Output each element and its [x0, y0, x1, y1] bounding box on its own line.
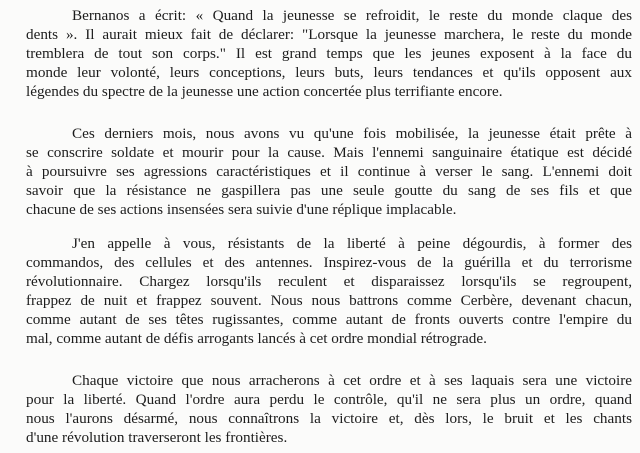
text-line: d'une révolution traverseront les frontières.	[26, 429, 288, 446]
text-line: se conscrire soldate et mourir pour la cause. Mais l'ennemi sanguinaire étatique est décidé	[26, 144, 632, 161]
text-line: monde leur volonté, leurs conceptions, leurs buts, leurs tendances et qu'ils opposent aux	[26, 64, 632, 81]
text-line: légendes du spectre de la jeunesse une action concertée plus terrifiante encore.	[26, 83, 503, 100]
text-line: Chaque victoire que nous arracherons à cet ordre et à ses laquais sera une victoire	[72, 372, 632, 389]
text-line: nous l'aurons désarmé, nous connaîtrons la victoire et, dès lors, le bruit et les chants	[26, 410, 632, 427]
text-line: tremblera de tout son corps." Il est grand temps que les jeunes exposent à la face du	[26, 45, 632, 62]
text-line: mal, comme autant de défis arrogants lancés à cet ordre mondial rétrograde.	[26, 330, 487, 347]
text-line: comme autant de ses têtes rugissantes, comme autant de fronts ouverts contre l'empire du	[26, 311, 632, 328]
text-line: Ces derniers mois, nous avons vu qu'une fois mobilisée, la jeunesse était prête à	[72, 125, 632, 142]
text-line: pour la liberté. Quand l'ordre aura perdu le contrôle, qu'il ne sera plus un ordre, quand	[26, 391, 632, 408]
text-line: à poursuivre ses agressions caractéristiques et il continue à verser le sang. L'ennemi doit	[26, 163, 632, 180]
text-line: savoir que la résistance ne gaspillera pas une seule goutte du sang de ses fils et que	[26, 182, 632, 199]
text-line: Bernanos a écrit: « Quand la jeunesse se refroidit, le reste du monde claque des	[72, 7, 632, 24]
text-line: dents ». Il aurait mieux fait de déclarer: "Lorsque la jeunesse marchera, le reste du monde	[26, 26, 632, 43]
text-line: chacune de ses actions insensées sera suivie d'une réplique implacable.	[26, 201, 457, 218]
text-line: commandos, des cellules et des antennes. Inspirez-vous de la guérilla et du terrorisme	[26, 254, 632, 271]
text-line: J'en appelle à vous, résistants de la liberté à peine dégourdis, à former des	[72, 235, 632, 252]
text-line: frappez de nuit et frappez souvent. Nous nous battrons comme Cerbère, devenant chacun,	[26, 292, 632, 309]
text-line: révolutionnaire. Chargez lorsqu'ils reculent et disparaissez lorsqu'ils se regroupent,	[26, 273, 632, 290]
